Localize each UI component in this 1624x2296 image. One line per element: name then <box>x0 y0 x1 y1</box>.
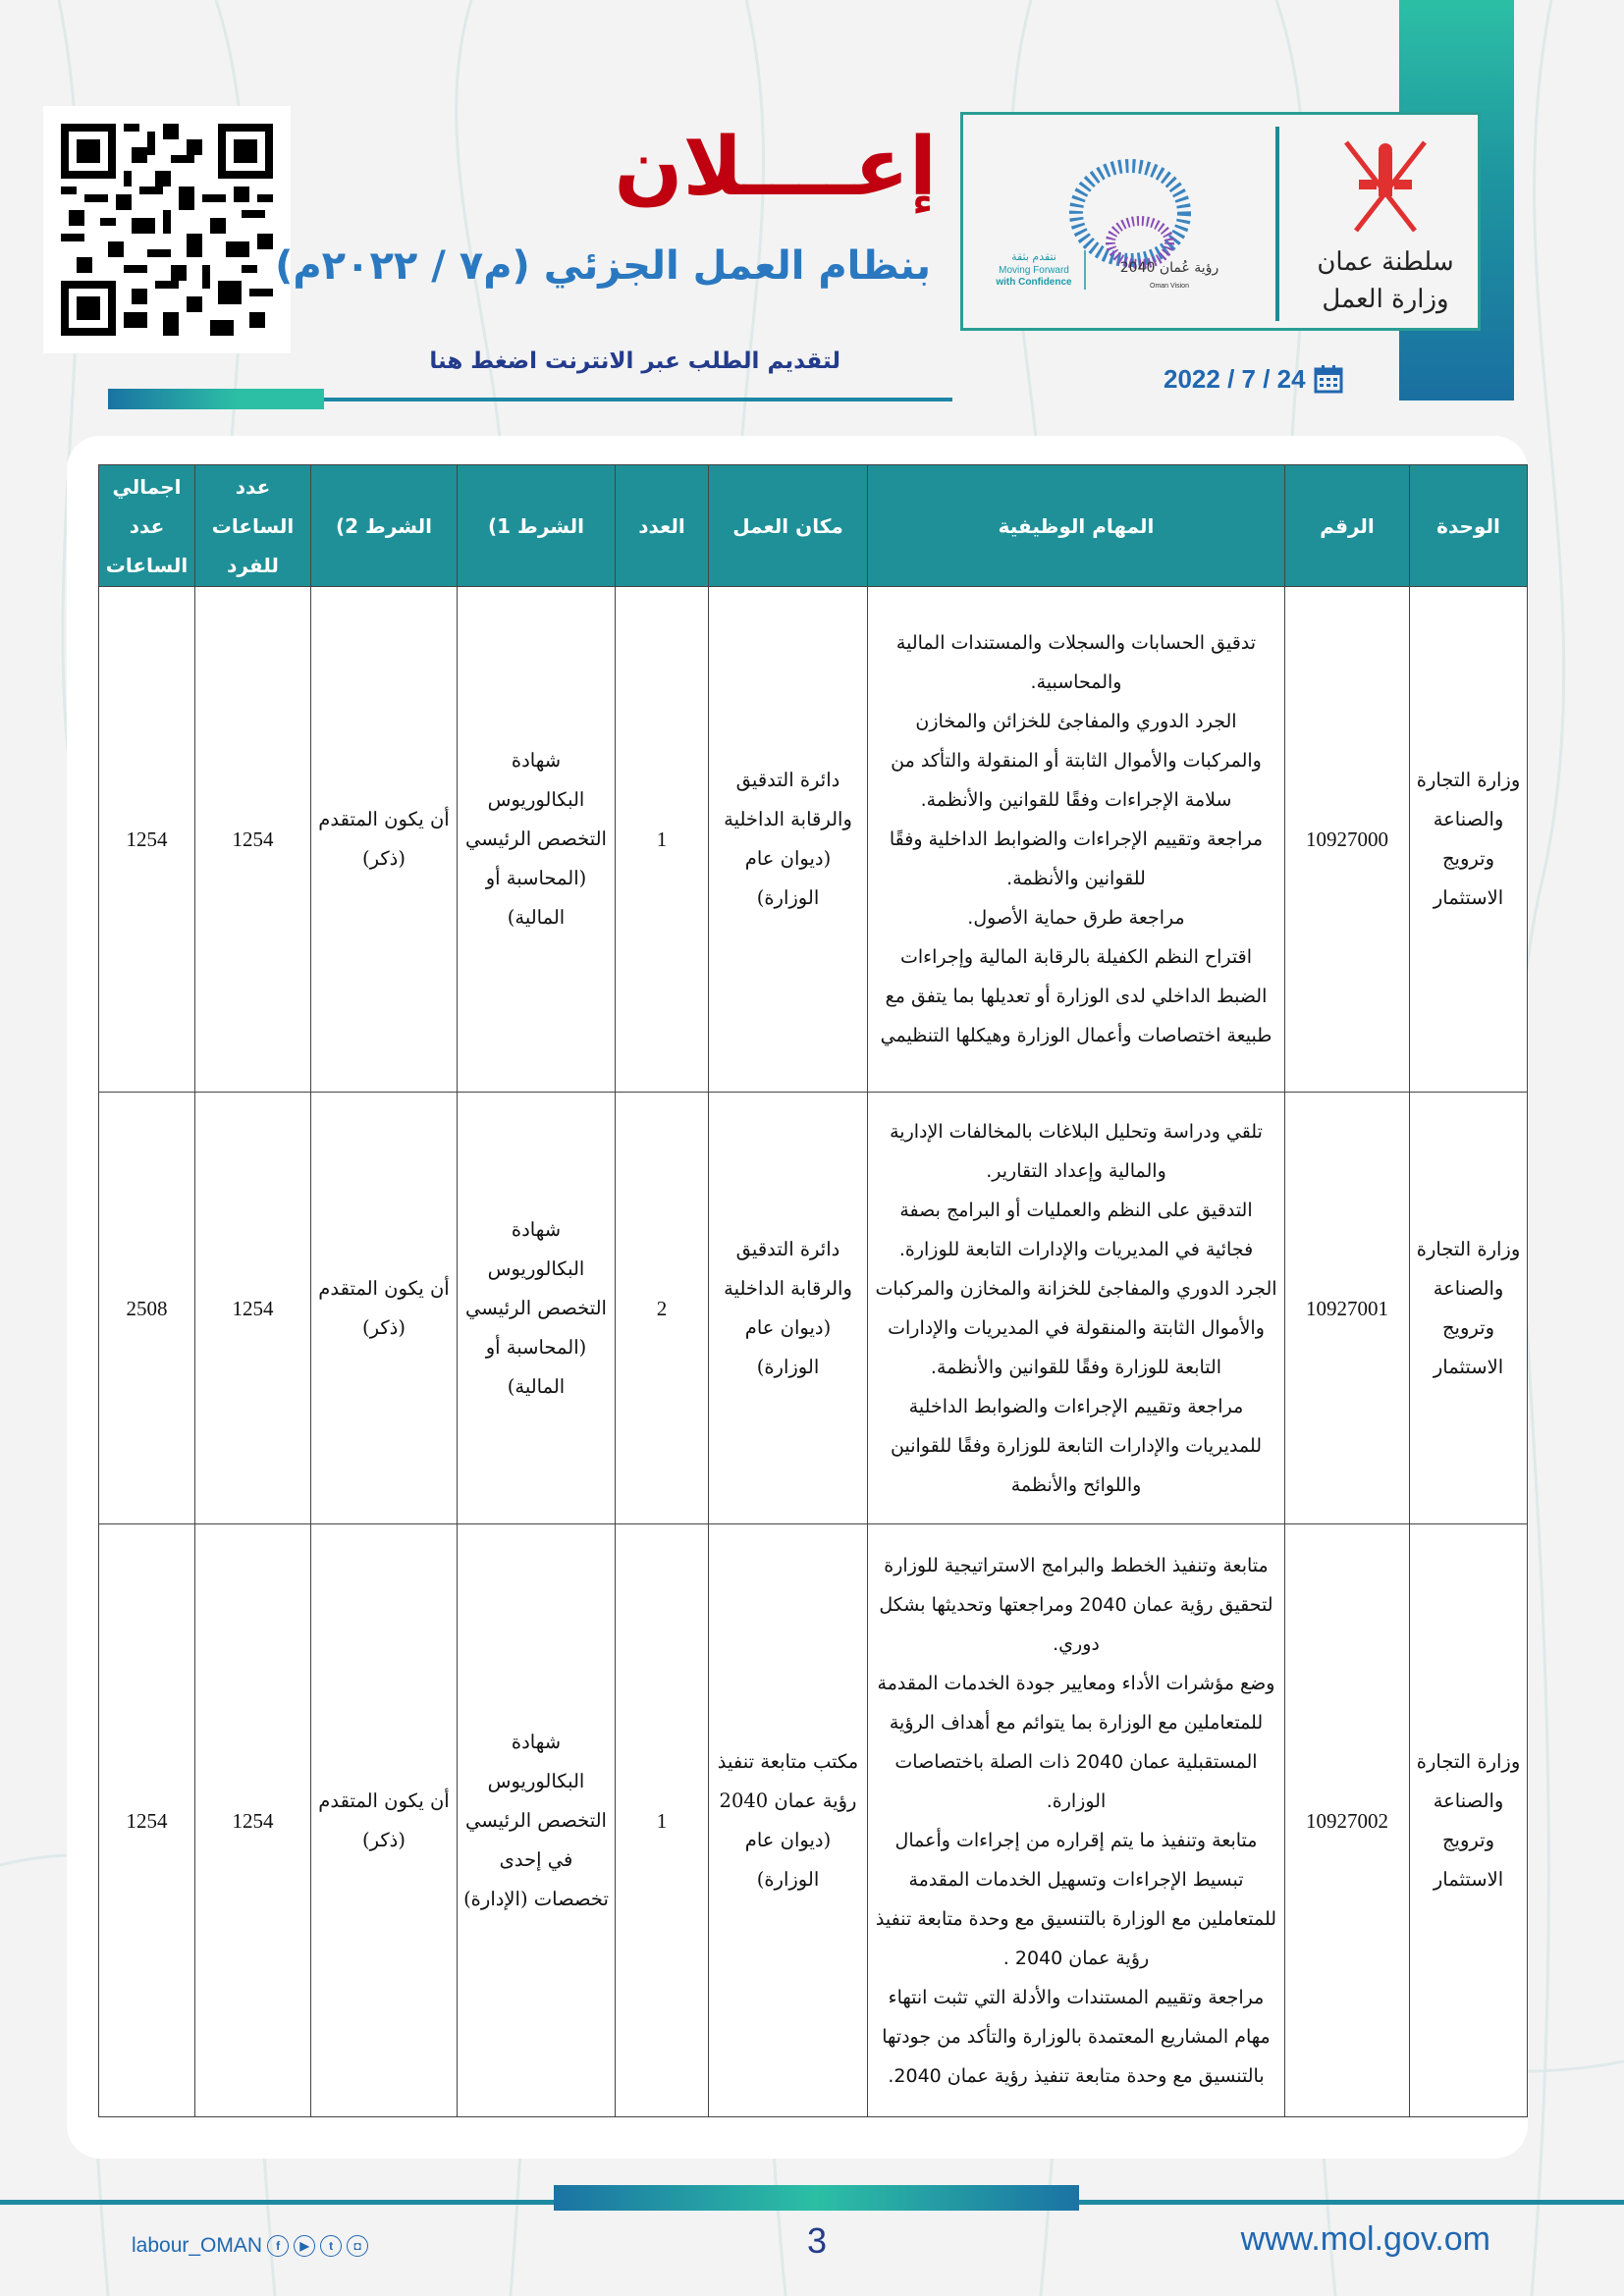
col-header-count: العدد <box>616 465 709 587</box>
announcement-date <box>1164 359 1343 399</box>
qr-code[interactable] <box>43 106 291 353</box>
col-header-unit: الوحدة <box>1410 465 1528 587</box>
cell-unit: وزارة التجارة والصناعة وترويج الاستثمار <box>1410 587 1528 1093</box>
twitter-icon[interactable]: t <box>320 2235 342 2257</box>
col-header-cond2: الشرط 2) <box>311 465 458 587</box>
col-header-location: مكان العمل <box>709 465 868 587</box>
link-underline-accent <box>108 389 324 409</box>
duty-item: متابعة وتنفيذ الخطط والبرامج الاستراتيجية للوزارة لتحقيق رؤية عمان 2040 ومراجعتها وتحديثها بشكل دوري. <box>879 1554 1273 1655</box>
col-header-hours-total: اجمالي عدد الساعات <box>99 465 195 587</box>
youtube-icon[interactable]: ▶ <box>294 2235 315 2257</box>
cell-hours-total: 2508 <box>99 1093 195 1524</box>
logo-panel <box>960 112 1481 331</box>
duty-item: الجرد الدوري والمفاجئ للخزانة والمخازن والمركبات والأموال الثابتة والمنقولة في المديريات والإدارات التابعة للوزارة وفقًا للقوانين والأنظمة. <box>875 1277 1277 1378</box>
cell-hours-per: 1254 <box>195 1093 311 1524</box>
calendar-icon <box>1314 364 1343 394</box>
svg-text:نتقدم بثقة: نتقدم بثقة <box>1011 250 1056 263</box>
cell-duties <box>868 1093 1285 1524</box>
duty-item: مراجعة طرق حماية الأصول. <box>967 907 1185 929</box>
col-header-id: الرقم <box>1285 465 1410 587</box>
duty-item: تدقيق الحسابات والسجلات والمستندات المالية والمحاسبية. <box>895 632 1257 693</box>
duty-item: وضع مؤشرات الأداء ومعايير جودة الخدمات المقدمة للمتعاملين مع الوزارة بما يتوائم مع أهداف الرؤية المستقبلية عمان 2040 ذات الصلة باختصاصات الوزارة. <box>877 1672 1275 1812</box>
cell-hours-per: 1254 <box>195 587 311 1093</box>
cell-unit: وزارة التجارة والصناعة وترويج الاستثمار <box>1410 1093 1528 1524</box>
cell-location: مكتب متابعة تنفيذ رؤية عمان 2040 (ديوان عام الوزارة) <box>709 1524 868 2117</box>
svg-text:with Confidence: with Confidence <box>996 277 1072 288</box>
cell-id: 10927002 <box>1285 1524 1410 2117</box>
duty-item: مراجعة وتقييم المستندات والأدلة التي تثبت انتهاء مهام المشاريع المعتمدة بالوزارة والتأكد من جودتها بالتنسيق مع وحدة متابعة تنفيذ رؤية عمان 2040. <box>882 1986 1271 2087</box>
vision-swirl-icon <box>1076 166 1184 264</box>
cell-hours-per: 1254 <box>195 1524 311 2117</box>
svg-text:وزارة العمل: وزارة العمل <box>1322 285 1449 314</box>
cell-duties <box>868 587 1285 1093</box>
cell-id: 10927001 <box>1285 1093 1410 1524</box>
social-links <box>132 2234 368 2258</box>
cell-hours-total: 1254 <box>99 1524 195 2117</box>
cell-cond2: أن يكون المتقدم (ذكر) <box>311 1524 458 2117</box>
cell-count: 1 <box>616 587 709 1093</box>
date-text: 2022 / 7 / 24 <box>1164 363 1306 394</box>
table-row <box>99 1093 1528 1524</box>
cell-id: 10927000 <box>1285 587 1410 1093</box>
table-header-row <box>99 465 1528 587</box>
svg-text:سلطنة عمان: سلطنة عمان <box>1317 247 1454 277</box>
page-number: 3 <box>807 2220 828 2261</box>
duty-item: اقتراح النظم الكفيلة بالرقابة المالية وإجراءات الضبط الداخلي لدى الوزارة أو تعديلها بما يتفق مع طبيعة اختصاصات وأعمال الوزارة وهيكلها التنظيمي <box>880 946 1272 1046</box>
duty-item: التدقيق على النظم والعمليات أو البرامج بصفة فجائية في المديريات والإدارات التابعة للوزارة. <box>898 1199 1254 1260</box>
qr-code-icon <box>61 124 273 336</box>
duty-item: تلقي ودراسة وتحليل البلاغات بالمخالفات الإدارية والمالية وإعداد التقارير. <box>890 1120 1263 1182</box>
oman-vision-2040-logo <box>983 154 1258 301</box>
logo-divider <box>1275 127 1279 321</box>
duty-item: مراجعة وتقييم الإجراءات والضوابط الداخلية وفقًا للقوانين والأنظمة. <box>889 828 1264 889</box>
cell-count: 2 <box>616 1093 709 1524</box>
apply-online-link[interactable]: لتقديم الطلب عبر الانترنت اضغط هنا <box>429 348 840 374</box>
cell-cond2: أن يكون المتقدم (ذكر) <box>311 1093 458 1524</box>
col-header-hours-per: عدد الساعات للفرد <box>195 465 311 587</box>
duty-item: الجرد الدوري والمفاجئ للخزائن والمخازن والمركبات والأموال الثابتة أو المنقولة والتأكد من سلامة الإجراءات وفقًا للقوانين والأنظمة. <box>891 711 1262 811</box>
facebook-icon[interactable]: f <box>267 2235 289 2257</box>
page-subtitle: بنظام العمل الجزئي (م٧ / ٢٠٢٢م) <box>275 243 931 289</box>
page-title: إعــــلان <box>614 121 937 214</box>
cell-count: 1 <box>616 1524 709 2117</box>
cell-location: دائرة التدقيق والرقابة الداخلية (ديوان عام الوزارة) <box>709 1093 868 1524</box>
cell-location: دائرة التدقيق والرقابة الداخلية (ديوان عام الوزارة) <box>709 587 868 1093</box>
instagram-icon[interactable]: ◘ <box>347 2235 368 2257</box>
link-underline <box>324 398 952 401</box>
cell-cond2: أن يكون المتقدم (ذكر) <box>311 587 458 1093</box>
table-row <box>99 1524 1528 2117</box>
social-handle[interactable]: labour_OMAN <box>132 2234 263 2257</box>
cell-cond1: شهادة البكالوريوس التخصص الرئيسي في إحدى تخصصات (الإدارة) <box>458 1524 616 2117</box>
cell-duties <box>868 1524 1285 2117</box>
duty-item: متابعة وتنفيذ ما يتم إقراره من إجراءات وأعمال تبسيط الإجراءات وتسهيل الخدمات المقدمة للمتعاملين مع الوزارة بالتنسيق مع وحدة متابعة تنفيذ رؤية عمان 2040 . <box>875 1829 1277 1969</box>
website-link[interactable]: www.mol.gov.om <box>1240 2220 1490 2258</box>
col-header-cond1: الشرط 1) <box>458 465 616 587</box>
duty-item: مراجعة وتقييم الإجراءات والضوابط الداخلية للمديريات والإدارات التابعة للوزارة وفقًا للقوانين واللوائح والأنظمة <box>891 1395 1262 1496</box>
svg-text:رؤية عُمان 2040: رؤية عُمان 2040 <box>1119 260 1219 276</box>
table-row <box>99 587 1528 1093</box>
col-header-duties: المهام الوظيفية <box>868 465 1285 587</box>
cell-cond1: شهادة البكالوريوس التخصص الرئيسي (المحاسبة أو المالية) <box>458 587 616 1093</box>
svg-text:Moving Forward: Moving Forward <box>999 265 1069 276</box>
footer-accent-block <box>554 2185 1079 2211</box>
jobs-table <box>98 464 1528 2117</box>
cell-unit: وزارة التجارة والصناعة وترويج الاستثمار <box>1410 1524 1528 2117</box>
cell-hours-total: 1254 <box>99 587 195 1093</box>
svg-text:Oman Vision: Oman Vision <box>1150 283 1189 290</box>
cell-cond1: شهادة البكالوريوس التخصص الرئيسي (المحاسبة أو المالية) <box>458 1093 616 1524</box>
oman-emblem-icon <box>1302 133 1469 319</box>
